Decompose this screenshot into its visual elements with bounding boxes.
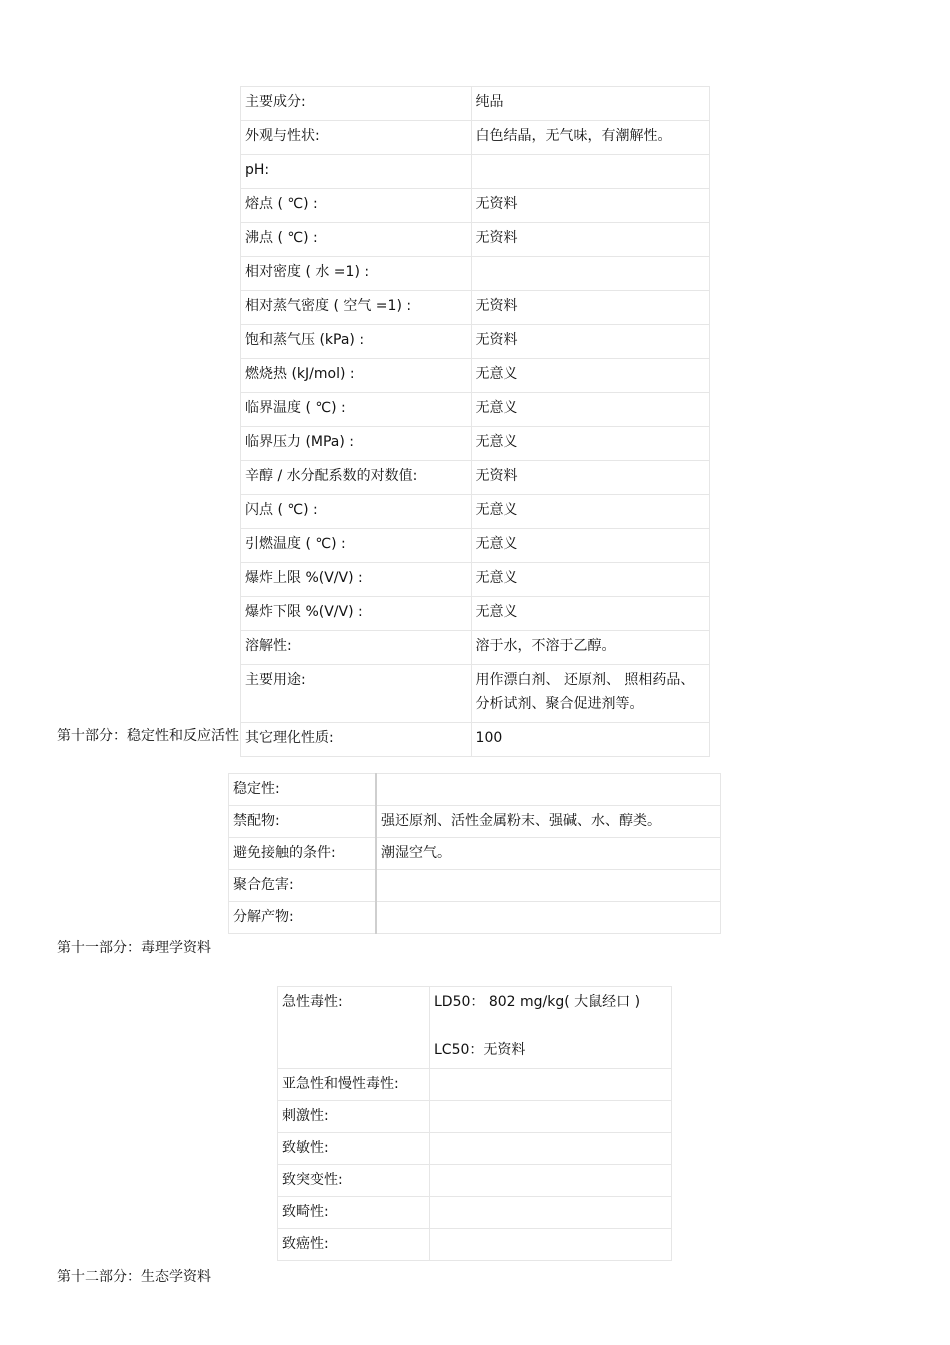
row-label: 避免接触的条件:: [229, 838, 377, 870]
row-value: [430, 1069, 672, 1101]
row-label: 稳定性:: [229, 774, 377, 806]
row-label: 爆炸上限 %(V/V) :: [241, 563, 472, 597]
row-value: 用作漂白剂、 还原剂、 照相药品、分析试剂、聚合促进剂等。: [471, 665, 709, 723]
row-value: 无资料: [471, 223, 709, 257]
row-value: 溶于水，不溶于乙醇。: [471, 631, 709, 665]
row-label: 爆炸下限 %(V/V) :: [241, 597, 472, 631]
row-value: 无意义: [471, 495, 709, 529]
row-value: [471, 257, 709, 291]
row-value: [376, 902, 721, 934]
section-heading: 第十部分：稳定性和反应活性: [57, 728, 239, 744]
table-row: [278, 1101, 672, 1133]
row-label: 急性毒性:: [278, 987, 430, 1069]
table-row: [241, 495, 710, 529]
table-row: [241, 257, 710, 291]
row-value: [430, 1101, 672, 1133]
row-value: 无资料: [471, 291, 709, 325]
row-value: LD50： 802 mg/kg( 大鼠经口 ) LC50：无资料: [430, 987, 672, 1069]
table-row: [241, 427, 710, 461]
row-label: 饱和蒸气压 (kPa) :: [241, 325, 472, 359]
table-row: [241, 155, 710, 189]
table-row: [229, 870, 721, 902]
row-value: 纯品: [471, 87, 709, 121]
row-label: 刺激性:: [278, 1101, 430, 1133]
row-label: 聚合危害:: [229, 870, 377, 902]
table-row: [278, 1165, 672, 1197]
row-value: [430, 1229, 672, 1261]
row-value: 无意义: [471, 529, 709, 563]
row-value: 白色结晶，无气味，有潮解性。: [471, 121, 709, 155]
table-row: [241, 631, 710, 665]
row-value: [430, 1165, 672, 1197]
row-label: 致畸性:: [278, 1197, 430, 1229]
row-label: 燃烧热 (kJ/mol) :: [241, 359, 472, 393]
row-label: 其它理化性质:: [241, 723, 472, 757]
table-row: [241, 461, 710, 495]
physical-chemical-properties-table: [240, 86, 710, 757]
row-value: 无资料: [471, 189, 709, 223]
row-label: 外观与性状:: [241, 121, 472, 155]
row-value: [430, 1133, 672, 1165]
table-row: [241, 723, 710, 757]
row-label: pH:: [241, 155, 472, 189]
row-value: 无意义: [471, 359, 709, 393]
table-row: [278, 987, 672, 1069]
row-value: 无意义: [471, 393, 709, 427]
row-label: 禁配物:: [229, 806, 377, 838]
table-row: [278, 1133, 672, 1165]
table-row: [241, 393, 710, 427]
row-label: 溶解性:: [241, 631, 472, 665]
table-row: [229, 838, 721, 870]
row-label: 沸点 ( ℃) :: [241, 223, 472, 257]
row-label: 临界压力 (MPa) :: [241, 427, 472, 461]
row-value: 无意义: [471, 597, 709, 631]
table-row: [241, 359, 710, 393]
section-heading: 第十二部分：生态学资料: [57, 1269, 211, 1285]
row-value: 100: [471, 723, 709, 757]
row-value: 强还原剂、活性金属粉末、强碱、水、醇类。: [376, 806, 721, 838]
table-row: [241, 597, 710, 631]
table-row: [241, 121, 710, 155]
table-row: [241, 223, 710, 257]
row-value: [430, 1197, 672, 1229]
table-row: [229, 806, 721, 838]
row-label: 相对密度 ( 水 =1) :: [241, 257, 472, 291]
row-label: 熔点 ( ℃) :: [241, 189, 472, 223]
table-row: [241, 291, 710, 325]
row-label: 致突变性:: [278, 1165, 430, 1197]
table-row: [241, 529, 710, 563]
row-value: 无资料: [471, 325, 709, 359]
row-label: 辛醇 / 水分配系数的对数值:: [241, 461, 472, 495]
row-label: 引燃温度 ( ℃) :: [241, 529, 472, 563]
row-label: 临界温度 ( ℃) :: [241, 393, 472, 427]
row-label: 主要用途:: [241, 665, 472, 723]
table-row: [241, 563, 710, 597]
table-row: [278, 1069, 672, 1101]
table-row: [241, 325, 710, 359]
table-row: [241, 189, 710, 223]
row-label: 主要成分:: [241, 87, 472, 121]
table-row: [229, 774, 721, 806]
row-label: 相对蒸气密度 ( 空气 =1) :: [241, 291, 472, 325]
table-row: [241, 665, 710, 723]
row-label: 闪点 ( ℃) :: [241, 495, 472, 529]
table-row: [278, 1229, 672, 1261]
row-label: 分解产物:: [229, 902, 377, 934]
row-value: 无资料: [471, 461, 709, 495]
row-value: 无意义: [471, 563, 709, 597]
stability-reactivity-table: [228, 773, 721, 934]
table-row: [241, 87, 710, 121]
row-value: 潮湿空气。: [376, 838, 721, 870]
row-label: 致敏性:: [278, 1133, 430, 1165]
row-label: 致癌性:: [278, 1229, 430, 1261]
section-heading: 第十一部分：毒理学资料: [57, 940, 211, 956]
row-value: [376, 870, 721, 902]
table-row: [278, 1197, 672, 1229]
row-label: 亚急性和慢性毒性:: [278, 1069, 430, 1101]
row-value: [471, 155, 709, 189]
table-row: [229, 902, 721, 934]
row-value: [376, 774, 721, 806]
row-value: 无意义: [471, 427, 709, 461]
toxicology-table: [277, 986, 672, 1261]
